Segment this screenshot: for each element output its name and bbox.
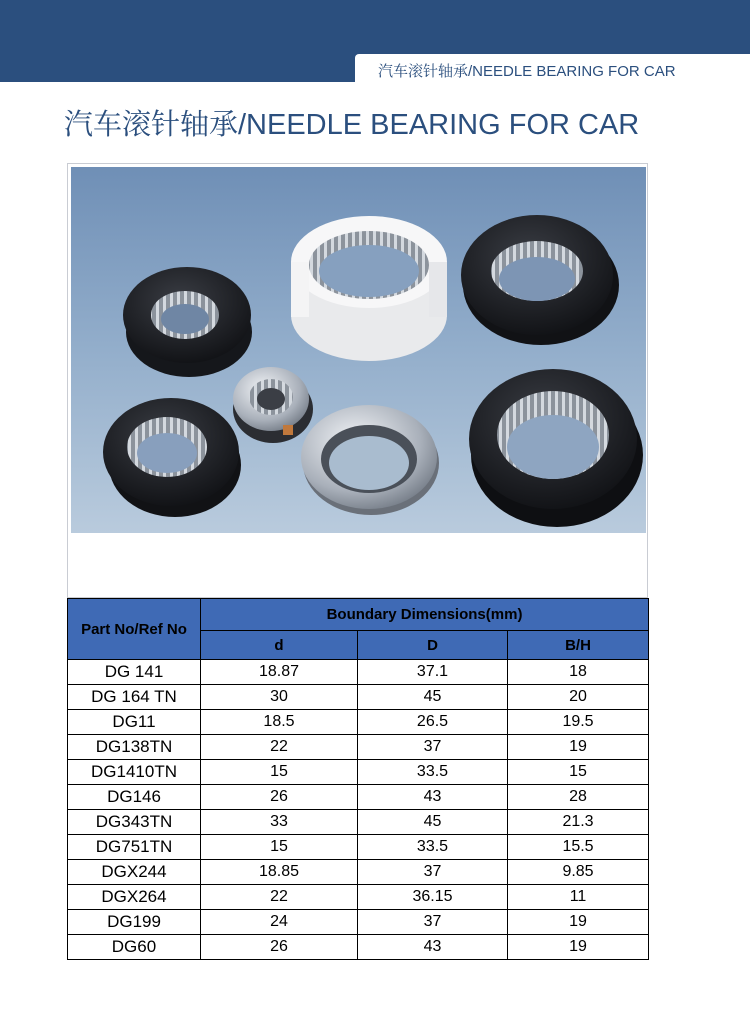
table-row xyxy=(68,835,649,860)
part-no-cell: DG343TN xyxy=(68,810,201,835)
table-row xyxy=(68,685,649,710)
d-cell: 18.87 xyxy=(201,660,358,685)
product-photo xyxy=(71,167,646,533)
spec-table xyxy=(67,598,649,960)
D-cell: 33.5 xyxy=(358,835,508,860)
steel-ring-bearing xyxy=(301,405,439,515)
D-cell: 36.15 xyxy=(358,885,508,910)
d-cell: 22 xyxy=(201,735,358,760)
table-row xyxy=(68,885,649,910)
bh-cell: 11 xyxy=(508,885,649,910)
page-title: 汽车滚针轴承/NEEDLE BEARING FOR CAR xyxy=(64,109,640,141)
D-cell: 45 xyxy=(358,810,508,835)
D-cell: 37.1 xyxy=(358,660,508,685)
black-bearing-left-top xyxy=(123,267,252,377)
table-row xyxy=(68,935,649,960)
table-row xyxy=(68,910,649,935)
header-tab-label: 汽车滚针轴承/NEEDLE BEARING FOR CAR xyxy=(378,63,676,80)
D-cell: 37 xyxy=(358,735,508,760)
table-row xyxy=(68,660,649,685)
bh-cell: 15.5 xyxy=(508,835,649,860)
bh-cell: 18 xyxy=(508,660,649,685)
table-row xyxy=(68,735,649,760)
d-cell: 15 xyxy=(201,760,358,785)
bh-cell: 9.85 xyxy=(508,860,649,885)
bh-cell: 20 xyxy=(508,685,649,710)
part-no-cell: DGX244 xyxy=(68,860,201,885)
d-cell: 24 xyxy=(201,910,358,935)
bh-cell: 19 xyxy=(508,935,649,960)
part-no-cell: DG60 xyxy=(68,935,201,960)
column-header-D: D xyxy=(358,631,508,660)
D-cell: 26.5 xyxy=(358,710,508,735)
table-row xyxy=(68,710,649,735)
D-cell: 33.5 xyxy=(358,760,508,785)
column-header-d: d xyxy=(201,631,358,660)
column-header-bh: B/H xyxy=(508,631,649,660)
table-header-row xyxy=(68,599,649,631)
bh-cell: 28 xyxy=(508,785,649,810)
bh-cell: 19 xyxy=(508,910,649,935)
table-row xyxy=(68,810,649,835)
D-cell: 45 xyxy=(358,685,508,710)
bh-cell: 19 xyxy=(508,735,649,760)
D-cell: 37 xyxy=(358,910,508,935)
d-cell: 30 xyxy=(201,685,358,710)
part-no-cell: DG 164 TN xyxy=(68,685,201,710)
part-no-cell: DG 141 xyxy=(68,660,201,685)
bh-cell: 21.3 xyxy=(508,810,649,835)
part-no-cell: DG199 xyxy=(68,910,201,935)
boundary-dimensions-header: Boundary Dimensions(mm) xyxy=(201,599,649,631)
d-cell: 22 xyxy=(201,885,358,910)
part-no-cell: DG11 xyxy=(68,710,201,735)
d-cell: 33 xyxy=(201,810,358,835)
part-no-cell: DG138TN xyxy=(68,735,201,760)
white-cage-bearing xyxy=(291,216,447,361)
table-row xyxy=(68,785,649,810)
table-row xyxy=(68,860,649,885)
d-cell: 15 xyxy=(201,835,358,860)
part-no-cell: DG1410TN xyxy=(68,760,201,785)
part-no-cell: DG146 xyxy=(68,785,201,810)
D-cell: 37 xyxy=(358,860,508,885)
d-cell: 26 xyxy=(201,785,358,810)
d-cell: 18.5 xyxy=(201,710,358,735)
part-no-cell: DG751TN xyxy=(68,835,201,860)
d-cell: 26 xyxy=(201,935,358,960)
part-no-cell: DGX264 xyxy=(68,885,201,910)
D-cell: 43 xyxy=(358,935,508,960)
table-row xyxy=(68,760,649,785)
d-cell: 18.85 xyxy=(201,860,358,885)
part-no-header: Part No/Ref No xyxy=(68,599,201,660)
bh-cell: 19.5 xyxy=(508,710,649,735)
D-cell: 43 xyxy=(358,785,508,810)
bh-cell: 15 xyxy=(508,760,649,785)
